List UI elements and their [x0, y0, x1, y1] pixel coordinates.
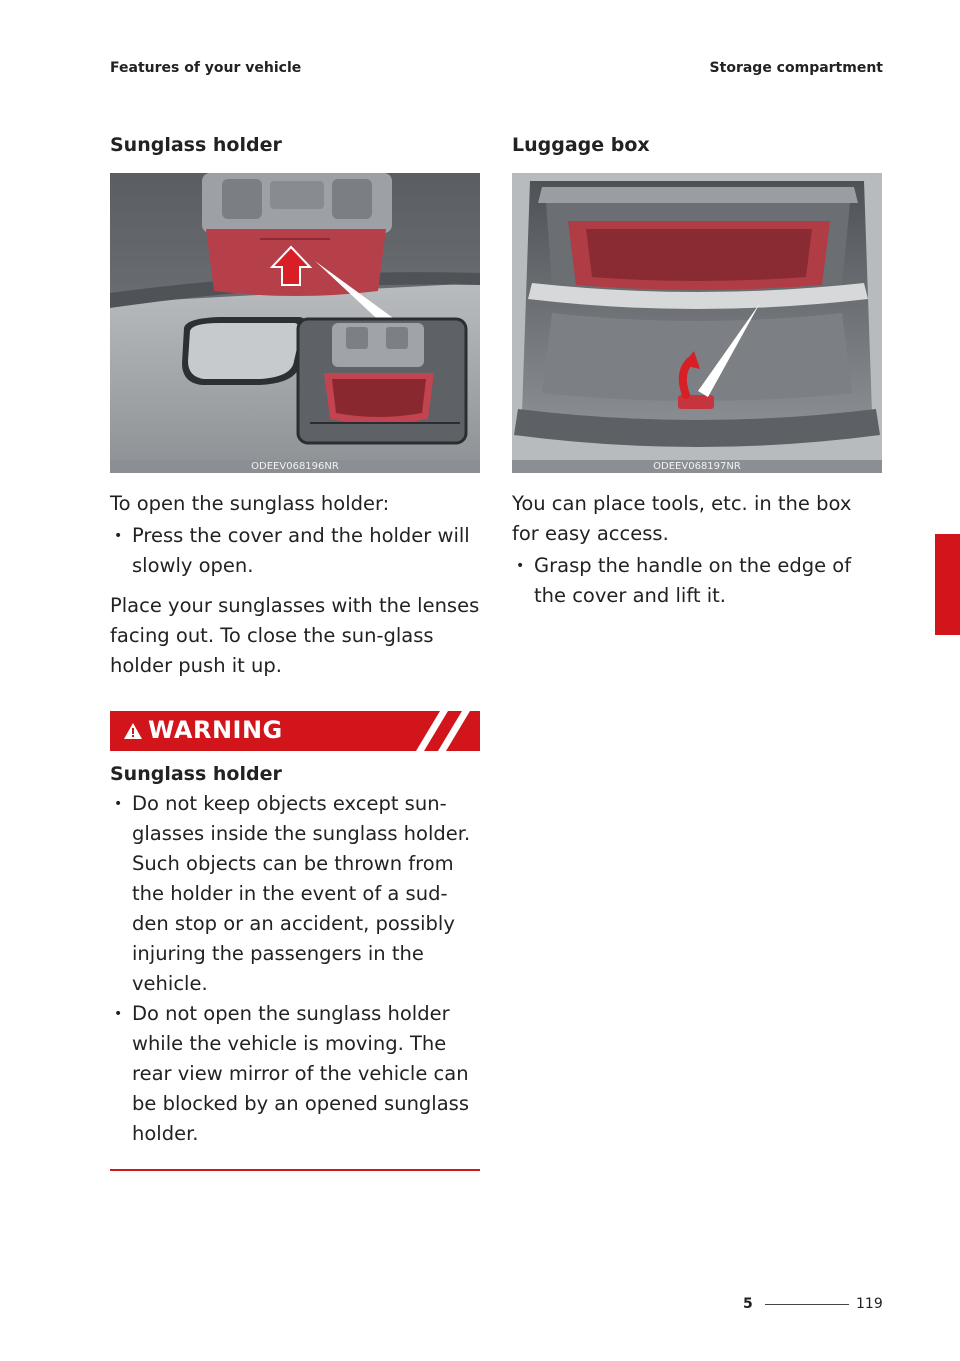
- sunglass-holder-illustration: [110, 173, 480, 473]
- luggage-steps-list: [512, 551, 882, 611]
- warning-stripes: [410, 711, 480, 751]
- warning-icon: [124, 723, 142, 739]
- list-item: • Do not open the sunglass holder while the vehicle is moving. The rear view mirror of the vehicle can be blocked by an opened sunglass holder.: [110, 999, 480, 1149]
- warning-list: [110, 789, 480, 1149]
- list-item: • Do not keep objects except sun-glasses inside the sunglass holder. Such objects can be thrown from the holder in the event of a sud-den stop or an accident, possibly injuring the passengers in the vehicle.: [110, 789, 480, 999]
- section-title-sunglass-holder: Sunglass holder: [110, 134, 282, 156]
- usage-paragraph: Place your sunglasses with the lenses facing out. To close the sun-glass holder push it up.: [110, 594, 480, 677]
- warning-title: Sunglass holder: [110, 763, 282, 785]
- footer-chapter: 5: [743, 1296, 753, 1312]
- right-column: [512, 134, 882, 611]
- luggage-paragraph: You can place tools, etc. in the box for easy access.: [512, 492, 852, 545]
- left-column: [110, 134, 480, 1171]
- sunglass-holder-drawing: [110, 173, 480, 473]
- running-header-left: Features of your vehicle: [110, 60, 302, 76]
- chapter-tab-number: 5: [937, 610, 949, 630]
- figure-code: ODEEV068196NR: [110, 460, 480, 473]
- running-header-right: Storage compartment: [709, 60, 883, 76]
- warning-end-rule: [110, 1169, 480, 1171]
- footer-rule: [765, 1304, 849, 1305]
- page-number: 119: [856, 1296, 883, 1312]
- figure-code: ODEEV068197NR: [512, 460, 882, 473]
- luggage-box-drawing: [512, 173, 882, 473]
- luggage-box-illustration: [512, 173, 882, 473]
- list-item: • Grasp the handle on the edge of the cover and lift it.: [512, 551, 882, 611]
- section-title-luggage-box: Luggage box: [512, 134, 650, 156]
- list-item: • Press the cover and the holder will slowly open.: [110, 521, 480, 581]
- intro-text: To open the sunglass holder:: [110, 492, 390, 515]
- open-steps-list: [110, 521, 480, 581]
- warning-label: WARNING: [148, 716, 283, 744]
- warning-banner: [110, 711, 480, 751]
